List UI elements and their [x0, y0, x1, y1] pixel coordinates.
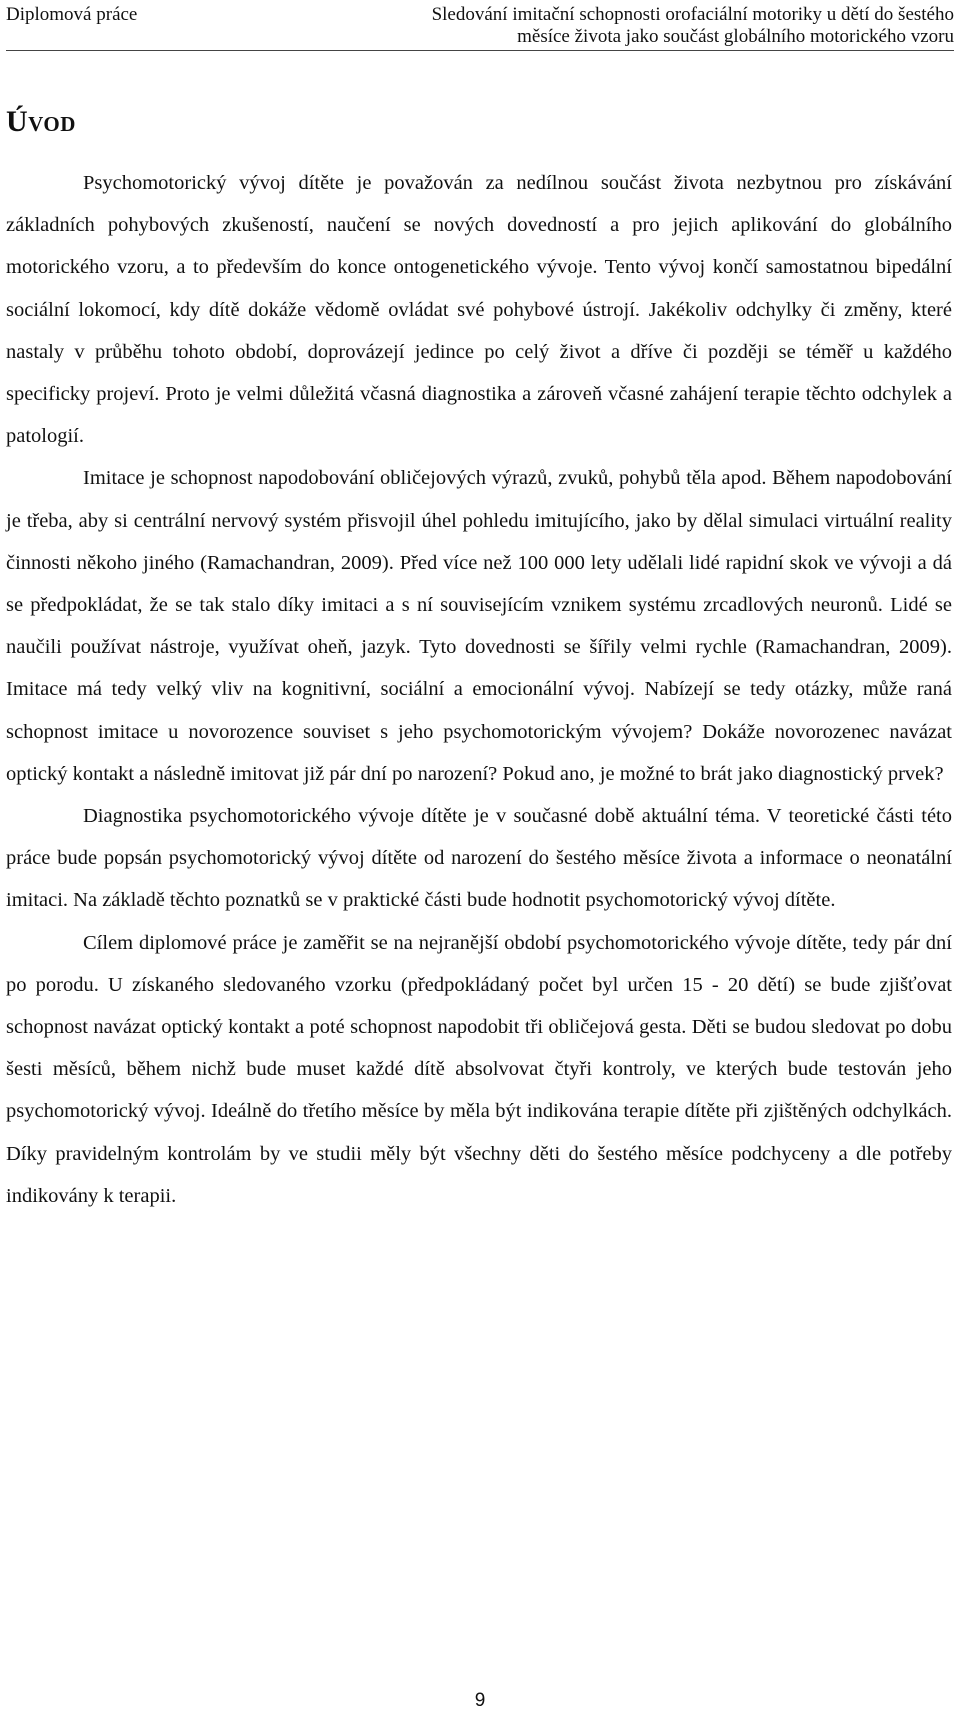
- paragraph-imitation: Imitace je schopnost napodobování obličejových výrazů, zvuků, pohybů těla apod. Během napodobování je třeba, aby si centrální nervový systém přisvojil úhel pohledu imitujícího, jako by dělal simulaci virtuální reality činnosti někoho jiného (Ramachandran, 2009). Před více než 100 000 lety udělali lidé rapidní skok ve vývoji a dá se předpokládat, že se tak stalo díky imitaci a s ní souvisejícím vznikem systému zrcadlových neuronů. Lidé se naučili používat nástroje, využívat oheň, jazyk. Tyto dovednosti se šířily velmi rychle (Ramachandran, 2009). Imitace má tedy velký vliv na kognitivní, sociální a emocionální vývoj. Nabízejí se tedy otázky, může raná schopnost imitace u novorozence souviset s jeho psychomotorickým vývojem? Dokáže novorozenec navázat optický kontakt a následně imitovat již pár dní po narození? Pokud ano, je možné to brát jako diagnostický prvek?: [6, 467, 952, 785]
- header-title-line-2: měsíce života jako součást globálního motorického vzoru: [517, 26, 954, 47]
- running-header: [6, 2, 954, 51]
- header-title-line-1: Sledování imitační schopnosti orofaciální motoriky u dětí do šestého: [431, 4, 954, 25]
- page-number: 9: [474, 1690, 486, 1711]
- section-heading: Úvod: [6, 105, 76, 138]
- header-thesis-title: [354, 4, 954, 48]
- header-document-type: Diplomová práce: [6, 4, 138, 25]
- paragraph-thesis-goal: Cílem diplomové práce je zaměřit se na nejranější období psychomotorického vývoje dítěte, tedy pár dní po porodu. U získaného sledovaného vzorku (předpokládaný počet byl určen 15 - 20 dětí) se bude zjišťovat schopnost navázat optický kontakt a poté schopnost napodobit tři obličejová gesta. Děti se budou sledovat po dobu šesti měsíců, během nichž bude muset každé dítě absolvovat čtyři kontroly, ve kterých bude testován jeho psychomotorický vývoj. Ideálně do třetího měsíce by měla být indikována terapie dítěte při zjištěných odchylkách. Díky pravidelným kontrolám by ve studii měly být všechny děti do šestého měsíce podchyceny a dle potřeby indikovány k terapii.: [6, 931, 952, 1207]
- paragraph-psychomotor-development: Psychomotorický vývoj dítěte je považován za nedílnou součást života nezbytnou pro získávání základních pohybových zkušeností, naučení se nových dovedností a pro jejich aplikování do globálního motorického vzoru, a to především do konce ontogenetického vývoje. Tento vývoj končí samostatnou bipedální sociální lokomocí, kdy dítě dokáže vědomě ovládat své pohybové ústrojí. Jakékoliv odchylky či změny, které nastaly v průběhu tohoto období, doprovázejí jedince po celý život a dříve či později se téměř u každého specificky projeví. Proto je velmi důležitá včasná diagnostika a zároveň včasné zahájení terapie těchto odchylek a patologií.: [6, 172, 952, 448]
- paragraph-diagnostics: Diagnostika psychomotorického vývoje dítěte je v současné době aktuální téma. V teoretické části této práce bude popsán psychomotorický vývoj dítěte od narození do šestého měsíce života a informace o neonatální imitaci. Na základě těchto poznatků se v praktické části bude hodnotit psychomotorický vývoj dítěte.: [6, 805, 952, 912]
- body-text: [6, 162, 952, 1217]
